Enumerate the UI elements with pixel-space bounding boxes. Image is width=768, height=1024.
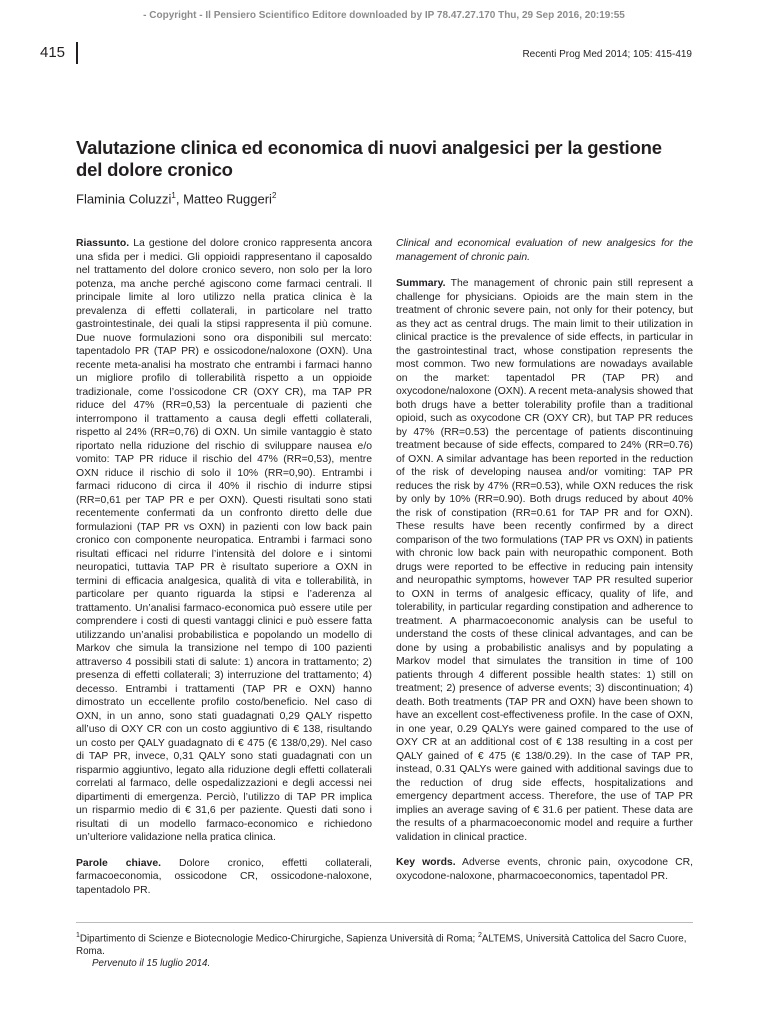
keywords-text: Dolore cronico, effetti collaterali, farmacoeconomia, ossicodone CR, ossicodone-naloxone, tapentadolo PR. [76,857,373,896]
summary-text: The management of chronic pain still represent a challenge for physicians. Opioids are the main stem in the treatment of chronic severe pain, not only for their potency, but as they act as central drugs. The main limit to their utilization in clinical practice is the prevalence of side effects, in particular in the gastrointestinal tract, whose constipation represents the most common. Two new formulations are nowadays available on the market: tapentadol PR (TAP PR) and oxycodone/naloxone (OXN). A recent meta-analysis showed that both drugs have a better tolerability profile than a traditional opioid, such as oxycodone CR (OXY CR), but TAP PR reduces by 47% (RR=0.53) the percentage of patients discontinuing treatment because of side effects, compared to 24% (RR=0.76) of OXN. A similar advantage has been reported in the reduction of the risk of developing nausea and/or vomiting: TAP PR reduces the risk by 47% (RR=0.53), while OXN reduces the risk by only by 10% (RR=0.90). Both drugs reduced by about 40% the risk of constipation (RR=0.61 for TAP PR and for OXN). These results have been recently confirmed by a direct comparison of the two formulations (TAP PR vs OXN) in patients with chronic low back pain with neuropathic component. Both drugs were reported to be effective in reducing pain intensity and neuropathic symptoms, however TAP PR resulted superior to OXN in terms of analgesic efficacy, quality of life, and tolerability, in particular regarding constipation and adherence to treatment. A pharmacoeconomic analysis can be useful to understand the costs of these clinical advantages, and can be done by using a probabilistic analisys and by populating a Markov model that simulates the transition in time of 100 patients through 4 different possible health states: 1) still on treatment; 2) presence of adverse events; 3) discontinuation; 4) death. Both treatments (TAP PR and OXN) have been shown to have an excellent cost-effectiveness profile. In the case of OXN, in one year, 0.29 QALYs were gained compared to the use of OXY CR at an additional cost of € 138 resulting in a cost per QALY gained of € 475 (€ 138/0.29). In the case of TAP PR, instead, 0.31 QALYs were gained with additional savings due to the reduction of drug side effects, hospitalizations and emergency department access. Therefore, the use of TAP PR implies an average saving of € 31.6 per patient. These data are the results of a pharmacoeconomic model and require a further validation in clinical practice. [396,278,693,843]
affiliation-marker: 1 [171,191,176,200]
journal-reference: Recenti Prog Med 2014; 105: 415-419 [522,49,692,60]
keywords-label: Parole chiave. [76,857,162,869]
page-number: 415 [40,44,66,61]
article-title: Valutazione clinica ed economica di nuovi analgesici per la gestione del dolore cronico [76,137,662,180]
abstract-text: La gestione del dolore cronico rappresenta ancora una sfida per i medici. Gli oppioidi rappresentano il caposaldo nel trattamento del dolore cronico severo, non solo per la loro potenza, ma anche perché agiscono come farmaci centrali. Il principale limite al loro utilizzo nella pratica clinica è la prevalenza di effetti collaterali, in particolare nel tratto gastrointestinale, dei quali la stipsi rappresenta il più comune. Due nuove formulazioni sono ora disponibili sul mercato: tapentadolo PR (TAP PR) e ossicodone/naloxone (OXN). Una recente meta-analisi ha mostrato che entrambi i farmaci hanno un migliore profilo di tollerabilità rispetto a un oppioide tradizionale, come l’ossicodone CR (OXY CR), ma TAP PR riduce del 47% (RR=0,53) la percentuale di pazienti che interrompono il trattamento a causa degli effetti collaterali, rispetto al 24% (RR=0,76) di OXN. Un simile vantaggio è stato riportato nella riduzione del rischio di sviluppare nausea e/o vomito: TAP PR riduce il rischio del 47% (RR=0,53), mentre OXN riduce il rischio di solo il 10% (RR=0,90). Entrambi i farmaci riducono di circa il 40% il rischio di indurre stipsi (RR=0,61 per TAP PR e per OXN). Questi risultati sono stati recentemente confermati da un confronto diretto delle due formulazioni (TAP PR vs OXN) in pazienti con low back pain cronico con componente neuropatica. Entrambi i farmaci sono risultati efficaci nel ridurre l’intensità del dolore e i sintomi neuropatici, tuttavia TAP PR è risultato superiore a OXN in termini di efficacia analgesica, qualità di vita e tollerabilità, in particolare per quanto riguarda la stipsi e l’aderenza al trattamento. Un’analisi farmaco-economica può essere utile per comprendere i costi di questi vantaggi clinici e può essere fatta utilizzando un’analisi probabilistica e popolando un modello di Markov che simula la transizione nel tempo di 100 pazienti attraverso 4 possibili stati di salute: 1) ancora in trattamento; 2) presenza di effetti collaterali; 3) interruzione del trattamento; 4) decesso. Entrambi i trattamenti (TAP PR e OXN) hanno dimostrato un eccellente profilo costo/beneficio. Nel caso di OXN, in un anno, sono stati guadagnati 0,29 QALY rispetto all’uso di OXY CR con un costo aggiuntivo di € 138, risultando un costo per QALY guadagnato di € 475 (€ 138/0,29). Nel caso di TAP PR, invece, 0,31 QALY sono stati guadagnati con un risparmio aggiuntivo, legato alla riduzione degli effetti collaterali correlati al farmaco, delle ospedalizzazioni e degli accessi nei dipartimenti di emergenza. Perciò, l’utilizzo di TAP PR implica un risparmio medio di € 31,6 per paziente. Questi dati sono i risultati di un modello farmaco-economico e richiedono un’ulteriore validazione nella pratica clinica. [76,238,372,843]
author-name: Matteo Ruggeri [183,191,272,207]
italian-abstract [76,237,372,845]
author-separator: , [175,191,184,207]
english-abstract-column [396,237,693,883]
summary-label: Summary. [396,278,446,289]
keywords-label: Key words. [396,857,456,868]
affiliation-text: Dipartimento di Scienze e Biotecnologie Medico-Chirurgiche, Sapienza Università di Roma; [79,933,478,945]
page-number-divider [76,42,78,64]
received-date: Pervenuto il 15 luglio 2014. [92,958,211,970]
italian-keywords [76,857,372,898]
footnote-divider [76,922,693,923]
affiliation-marker: 2 [271,191,277,200]
keywords-text: Adverse events, chronic pain, oxycodone CR, oxycodone-naloxone, pharmacoeconomics, tapentadol PR. [396,857,694,882]
author-name: Flaminia Coluzzi [76,191,172,207]
author-list [76,191,276,206]
english-keywords [396,856,693,883]
italian-abstract-column [76,237,372,897]
affiliation-marker: 2 [477,932,482,939]
copyright-notice: - Copyright - Il Pensiero Scientifico Editore downloaded by IP 78.47.27.170 Thu, 29 Sep 2016, 20:19:55 [143,10,625,21]
affiliation-text: ALTEMS, Università Cattolica del Sacro Cuore, Roma. [76,933,687,957]
footnote [76,930,693,971]
english-title: Clinical and economical evaluation of new analgesics for the management of chronic pain. [396,238,693,263]
english-summary [396,277,693,844]
abstract-label: Riassunto. [76,238,130,249]
affiliation-marker: 1 [76,932,80,939]
affiliations [76,930,693,958]
